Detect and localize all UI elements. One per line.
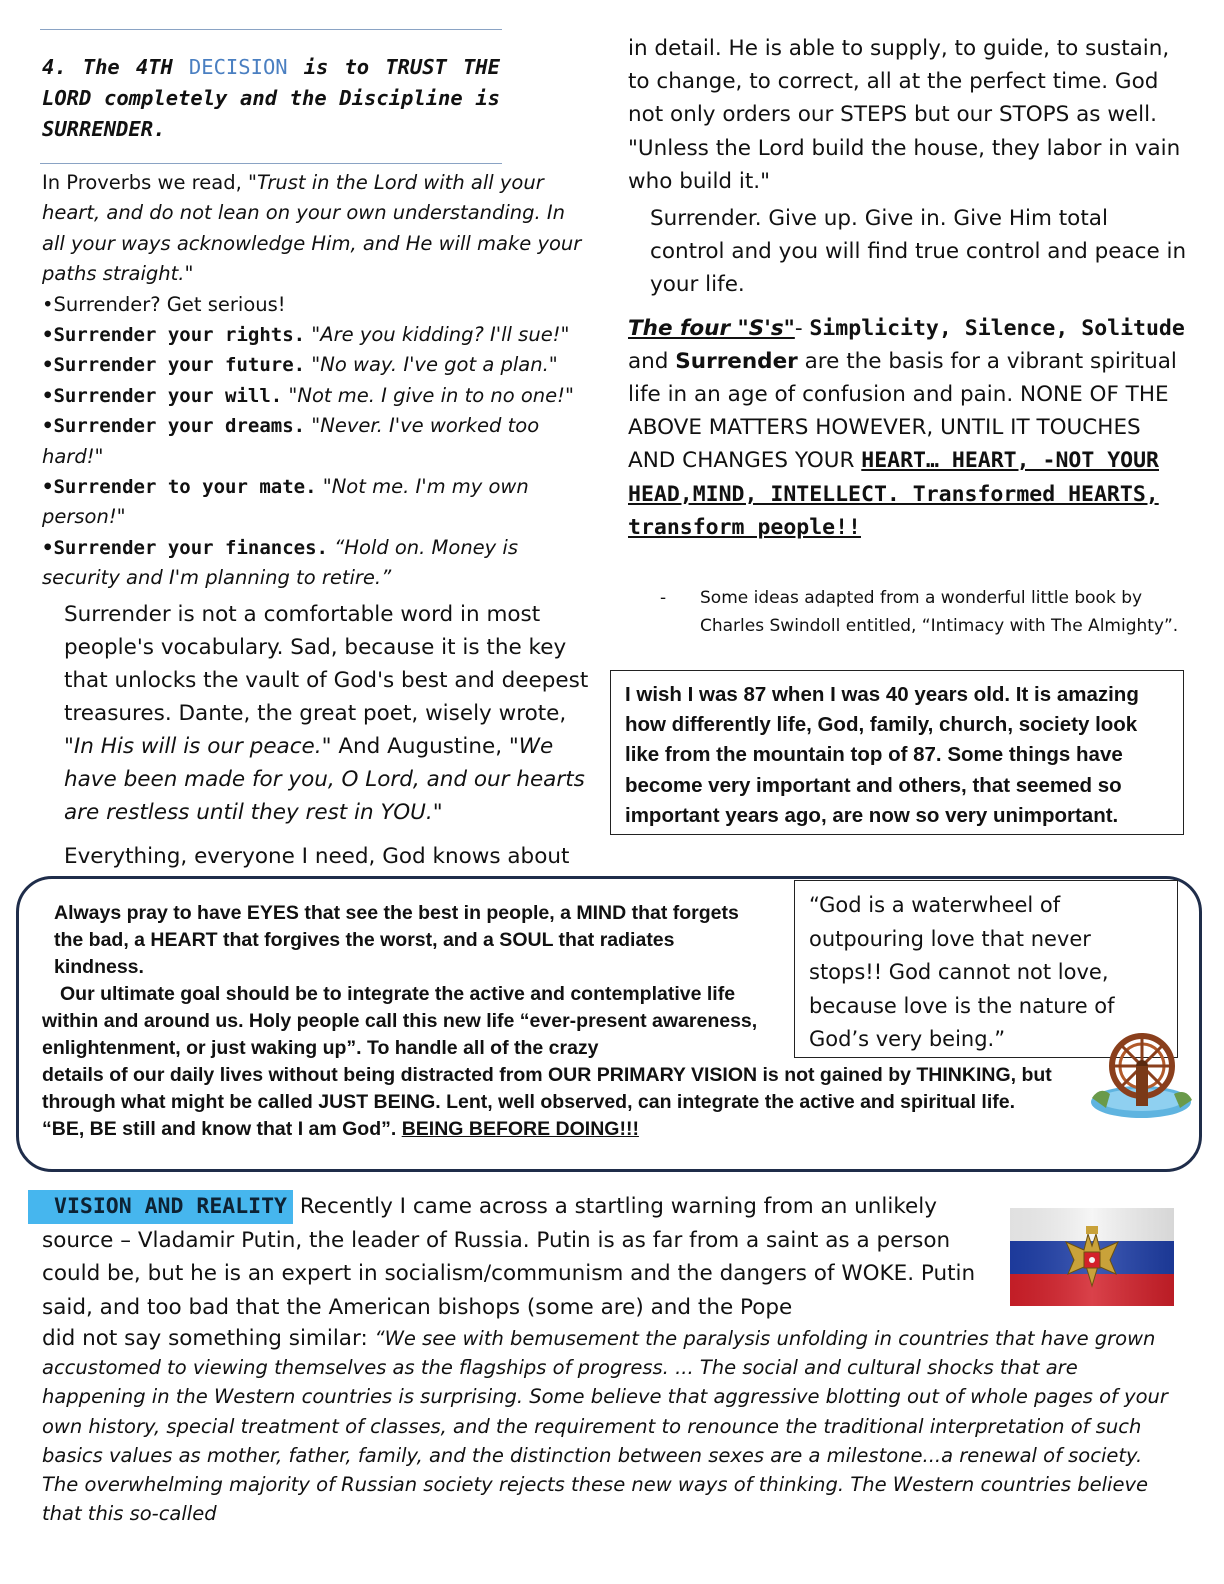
- waterwheel-icon: [1088, 1024, 1194, 1120]
- bullet-bold: •Surrender to your mate.: [42, 476, 317, 499]
- augustine-intro: And Augustine,: [331, 734, 509, 759]
- bullet-item: [42, 350, 592, 380]
- bullet-text: •Surrender? Get serious!: [42, 292, 286, 316]
- top-divider: [40, 29, 502, 30]
- putin-quote-paragraph: [42, 1324, 1172, 1528]
- heading-divider: [40, 163, 502, 164]
- proverbs-quote: "Trust in the Lord with all your heart, and do not lean on your own understanding. In all your ways acknowledge Him, and He will make your paths straight.": [42, 171, 582, 286]
- dante-quote: "In His will is our peace.": [64, 734, 332, 759]
- heading-rest: is to TRUST THE LORD completely and the Discipline is SURRENDER.: [42, 55, 500, 141]
- bullet-bold: •Surrender your dreams.: [42, 415, 306, 438]
- bullet-item: [42, 320, 592, 350]
- bullet-bold: •Surrender your finances.: [42, 536, 328, 559]
- surrender-text: Surrender is not a comfortable word in most people's vocabulary. Sad, because it is the key that unlocks the vault of God's best and deepest treasures. Dante, the great poet, wisely wrote,: [64, 602, 589, 726]
- vision-reality-section: [42, 1190, 1002, 1324]
- russian-flag-image: [1010, 1208, 1174, 1306]
- four-s-label: The four "S's": [628, 315, 795, 341]
- heading-prefix: 4. The 4TH: [42, 55, 189, 79]
- waterwheel-quote-box: “God is a waterwheel of outpouring love that never stops!! God cannot not love, because love is the nature of God’s very being.”: [794, 880, 1178, 1058]
- bullet-italic: "Never. I've worked too hard!": [42, 414, 540, 468]
- bullet-italic: “Hold on. Money is security and I'm planning to retire.”: [42, 535, 518, 590]
- heart-emphasis: HEART… HEART, -NOT YOUR HEAD,MIND, INTELLECT. Transformed HEARTS, transform people!!: [628, 448, 1159, 540]
- vision-reality-tag: VISION AND REALITY: [28, 1190, 293, 1224]
- decision-heading: [42, 52, 500, 145]
- four-s-paragraph: [628, 312, 1188, 544]
- proverbs-section: [42, 168, 592, 594]
- four-s-rest: are the basis for a vibrant spiritual life in an age of confusion and pain. NONE OF THE ABOVE MATTERS HOWEVER, UNTIL IT TOUCHES AND CHANGES YOUR: [628, 348, 1177, 474]
- surrender-control-paragraph: Surrender. Give up. Give in. Give Him total control and you will find true control and peace in your life.: [650, 206, 1187, 298]
- everything-line: Everything, everyone I need, God knows about: [64, 844, 570, 869]
- bullet-item: [42, 533, 592, 594]
- bullet-bold: •Surrender your future.: [42, 354, 306, 377]
- four-s-dash: -: [794, 315, 810, 341]
- bullet-italic: "Not me. I give in to no one!": [282, 383, 574, 407]
- russian-flag-icon: [1010, 1208, 1174, 1306]
- integration-paragraph-b: [42, 1062, 1052, 1143]
- age-87-box: I wish I was 87 when I was 40 years old. It is amazing how differently life, God, family, church, society look like from the mountain top of 87. Some things have become very important and others, that seemed so important years ago, are now so very unimportant.: [610, 670, 1184, 835]
- waterwheel-image: [1088, 1024, 1194, 1120]
- putin-quote: “We see with bemusement the paralysis unfolding in countries that have grown accustomed to viewing themselves as the flagships of progress. ... The social and cultural shocks that are happening in the Western countries is surprising. Some believe that aggressive blotting out of whole pages of your own history, special treatment of classes, and the requirement to renounce the traditional interpretation of such basics values as mother, father, family, and the distinction between sexes are a milestone...a renewal of society. The overwhelming majority of Russian society rejects these new ways of thinking. The Western countries believe that this so-called: [42, 1327, 1168, 1526]
- bullet-italic: "Not me. I'm my own person!": [42, 475, 529, 529]
- putin-quote-lead: did not say something similar:: [42, 1326, 375, 1351]
- vision-text: Recently I came across a startling warning from an unlikely source – Vladamir Putin, the leader of Russia. Putin is as far from a saint as a person could be, but he is an expert in socialism/communism and the dangers of WOKE. Putin said, and too bad that the American bishops (some are) and the Pope: [42, 1194, 976, 1320]
- four-s-and: and: [628, 348, 676, 374]
- heading-decision-word: DECISION: [188, 55, 288, 79]
- proverbs-intro: In Proverbs we read,: [42, 171, 248, 194]
- bullet-italic: "Are you kidding? I'll sue!": [305, 323, 570, 347]
- four-s-surrender: Surrender: [675, 348, 798, 374]
- bullet-item: [42, 472, 592, 533]
- augustine-quote: "We have been made for you, O Lord, and our hearts are restless until they rest in YOU.": [64, 734, 585, 825]
- right-column-text: [628, 32, 1188, 544]
- bullet-item: [42, 290, 592, 320]
- prayer-paragraph: Always pray to have EYES that see the best in people, a MIND that forgets the bad, a HEART that forgives the worst, and a SOUL that radiates kindness.: [54, 902, 739, 978]
- being-before-doing: BEING BEFORE DOING!!!: [401, 1118, 639, 1140]
- footnote-text: Some ideas adapted from a wonderful little book by Charles Swindoll entitled, “Intimacy with The Almighty”.: [700, 588, 1179, 636]
- continuation-paragraph: in detail. He is able to supply, to guide, to sustain, to change, to correct, all at the perfect time. God not only orders our STEPS but our STOPS as well. "Unless the Lord build the house, they labor in vain who build it.": [628, 36, 1181, 194]
- four-s-list: Simplicity, Silence, Solitude: [809, 315, 1185, 341]
- integration-paragraph-a: Our ultimate goal should be to integrate the active and contemplative life within and around us. Holy people call this new life “ever-present awareness, enlightenment, or just waking up”. To handle all of the crazy: [42, 983, 758, 1059]
- proverbs-paragraph: [42, 168, 592, 290]
- bullet-bold: •Surrender your will.: [42, 384, 283, 407]
- surrender-paragraph: [42, 598, 590, 829]
- bullet-italic: "No way. I've got a plan.": [305, 353, 558, 377]
- integration-text: details of our daily lives without being distracted from OUR PRIMARY VISION is not gained by THINKING, but through what might be called JUST BEING. Lent, well observed, can integrate the active and spiritual life. “BE, BE still and know that I am God”.: [42, 1064, 1052, 1140]
- bullet-item: [42, 381, 592, 411]
- footnote-dash: -: [660, 588, 667, 608]
- bullet-bold: •Surrender your rights.: [42, 324, 306, 347]
- bullet-item: [42, 411, 592, 472]
